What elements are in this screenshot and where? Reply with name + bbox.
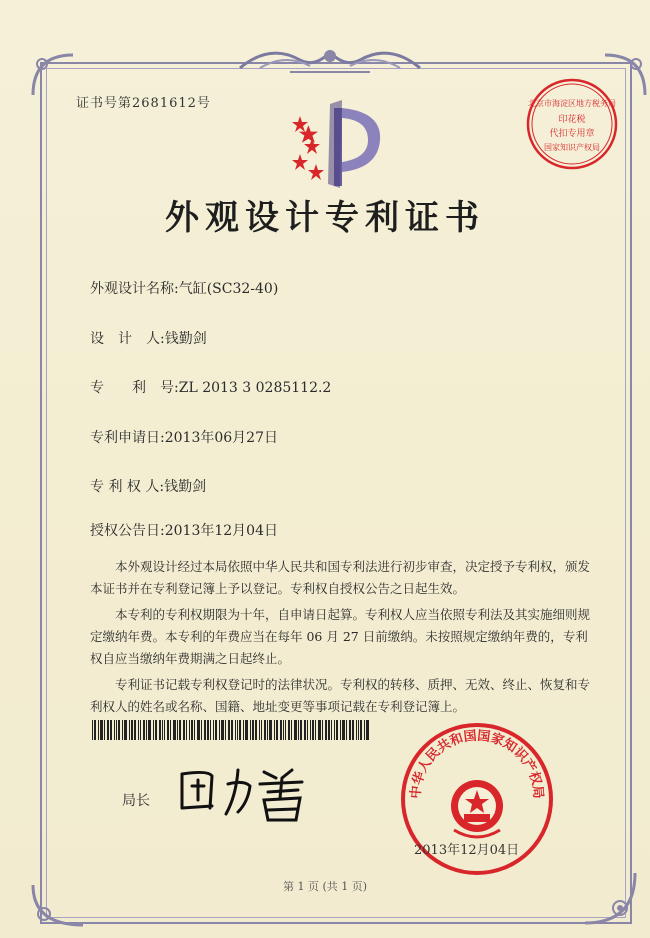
certificate-body xyxy=(90,556,590,722)
field-application-date xyxy=(90,427,278,447)
field-label: 授权公告日: xyxy=(90,523,165,539)
svg-text:北京市海淀区地方税务局: 北京市海淀区地方税务局 xyxy=(528,99,616,108)
field-design-name xyxy=(90,278,278,298)
field-value: 2013年06月27日 xyxy=(164,430,278,446)
field-label: 专利申请日: xyxy=(90,430,165,446)
page-number: 第 1 页 (共 1 页) xyxy=(282,880,368,893)
body-paragraph-1: 本外观设计经过本局依照中华人民共和国专利法进行初步审查，决定授予专利权，颁发本证书并在专利登记簿上予以登记。专利权自授权公告之日起生效。 xyxy=(90,559,591,596)
field-designer xyxy=(90,328,207,348)
corner-ornament-tl xyxy=(28,50,78,100)
svg-text:中华人民共和国国家知识产权局: 中华人民共和国国家知识产权局 xyxy=(408,728,546,800)
field-value: 2013年12月04日 xyxy=(164,523,278,539)
field-label: 专 利 权 人: xyxy=(90,479,165,495)
cnipa-logo-icon xyxy=(290,98,390,190)
field-label: 设 计 人: xyxy=(90,331,165,347)
svg-text:印花税: 印花税 xyxy=(558,115,586,125)
top-ornament xyxy=(230,38,430,78)
field-label: 专 利 号: xyxy=(90,380,179,396)
field-patent-number xyxy=(90,377,331,397)
seal-date: 2013年12月04日 xyxy=(414,843,520,858)
svg-text:代扣专用章: 代扣专用章 xyxy=(549,129,595,139)
field-value: 钱勤剑 xyxy=(164,331,207,347)
field-value: 气缸(SC32-40) xyxy=(178,281,279,297)
barcode-icon xyxy=(92,720,372,740)
field-label: 外观设计名称: xyxy=(90,281,179,297)
body-paragraph-2: 本专利的专利权期限为十年，自申请日起算。专利权人应当依照专利法及其实施细则规定缴纳年费。本专利的年费应当在每年 06 月 27 日前缴纳。未按照规定缴纳年费的，专利权自应当缴纳年费期满之日起终止。 xyxy=(90,607,591,666)
director-label: 局长 xyxy=(122,793,150,809)
field-grant-date xyxy=(90,520,278,540)
tax-stamp-seal xyxy=(524,76,620,172)
page-title: 外观设计专利证书 xyxy=(165,198,485,238)
corner-ornament-br xyxy=(580,868,640,928)
director-signature xyxy=(168,756,318,826)
svg-text:国家知识产权局: 国家知识产权局 xyxy=(544,143,600,152)
field-value: ZL 2013 3 0285112.2 xyxy=(178,380,332,396)
field-value: 钱勤剑 xyxy=(164,479,207,495)
body-paragraph-3: 专利证书记载专利权登记时的法律状况。专利权的转移、质押、无效、终止、恢复和专利权人的姓名或名称、国籍、地址变更等事项记载在专利登记簿上。 xyxy=(90,677,591,714)
field-patentee xyxy=(90,476,206,496)
certificate-number: 证书号第2681612号 xyxy=(76,96,211,111)
